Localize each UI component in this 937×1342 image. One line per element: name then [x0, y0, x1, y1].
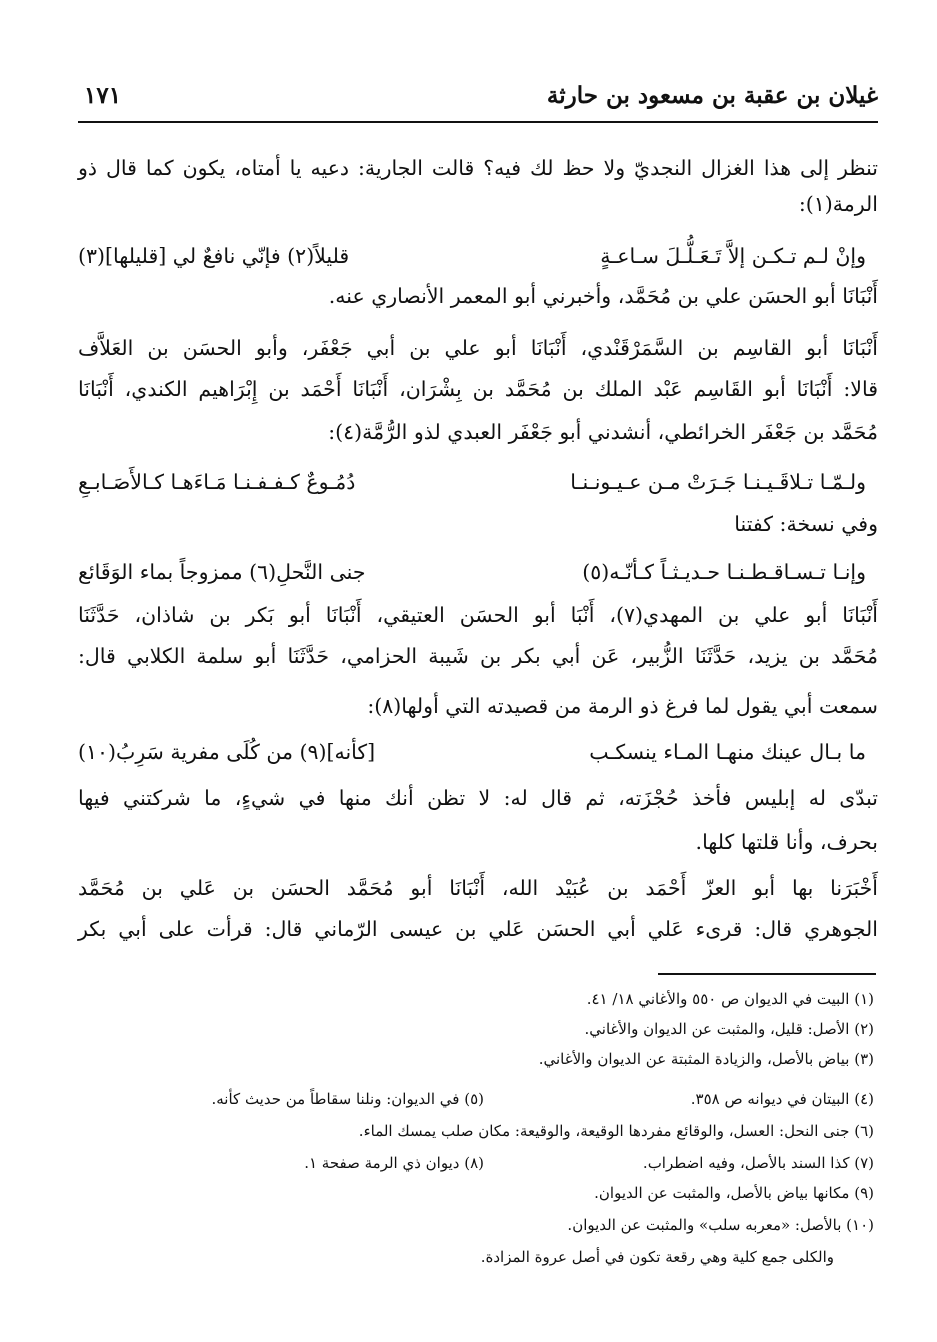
- text-line: أَنْبَانَا أبو علي بن المهدي(٧)، أَنْبَا أبو الحسَن العتيقي، أَنْبَانَا أبو بَكر بن شاذان، حَدَّثَنَا: [78, 603, 878, 627]
- text-line: أَنْبَانَا أبو الحسَن علي بن مُحَمَّد، وأخبرني أبو المعمر الأنصاري عنه.: [328, 284, 878, 308]
- footnote-rule: [658, 973, 876, 975]
- verse-second-hemistich: قليلاً(٢) فإنّي نافعٌ لي [قليلها](٣): [78, 244, 350, 268]
- text-line: سمعت أبي يقول لما فرغ ذو الرمة من قصيدته التي أولها(٨):: [367, 694, 878, 718]
- verse-first-hemistich: وإنْ لـم تـكـن إلاَّ تَـعَـلُّـلَ سـاعـةٍ: [600, 244, 866, 268]
- text-line: الجوهري قال: قرىء عَلي أبي الحسَن عَلي بن عيسى الرّماني قال: قرأت على أبي بكر: [78, 917, 878, 941]
- page-number: ١٧١: [84, 82, 122, 109]
- verse-second-hemistich: دُمُـوعٌ كـفـفـنـا مَـاءَهـا كـالأَصَـابـعِ: [78, 470, 356, 494]
- footnote-3: (٣) بياض بالأصل، والزيادة المثبتة عن الديوان والأغاني.: [538, 1050, 874, 1068]
- text-line: تبدّى له إبليس فأخذ حُجْزَته، ثم قال له: لا تظن أنك منها في شيءٍ، ما شركتني فيها: [78, 786, 878, 810]
- verse-second-hemistich: [كأنه](٩) من كُلَى مفرية سَرِبُ(١٠): [78, 740, 376, 764]
- header-title: غيلان بن عقبة بن مسعود بن حارثة: [546, 82, 878, 109]
- text-line: قالا: أَنْبَانَا أبو القَاسِم عَبْد الملك بن مُحَمَّد بن بِشْرَان، أَنْبَانَا أَحْمَد بن إِبْرَاهيم الكندي، أَنْبَانَا: [78, 377, 878, 401]
- running-header: [78, 74, 878, 114]
- footnote-10: (١٠) بالأصل: «معربه سلب» والمثبت عن الديوان.: [567, 1216, 874, 1234]
- footnote-6: (٦) جنى النحل: العسل، والوقائع مفردها الوقيعة، والوقيعة: مكان صلب يمسك الماء.: [358, 1122, 874, 1140]
- variant-note: وفي نسخة: كفتنا: [734, 512, 878, 536]
- verse-second-hemistich: جنى النَّحلِ(٦) ممزوجاً بماء الوَقَائع: [78, 560, 366, 584]
- footnote-7: (٧) كذا السند بالأصل، وفيه اضطراب.: [642, 1154, 874, 1172]
- footnote-9: (٩) مكانها بياض بالأصل، والمثبت عن الديوان.: [594, 1184, 874, 1202]
- text-line: أَخْبَرَنا بها أبو العزّ أَحْمَد بن عُبَيْد الله، أَنْبَانَا أبو مُحَمَّد الحسَن بن عَلي بن مُحَمَّد: [78, 876, 878, 900]
- text-line: أَنْبَانَا أبو القاسِم بن السَّمَرْقَنْدي، أَنْبَانَا أبو علي بن أبي جَعْفَر، وأبو الحسَن بن العَلاَّف: [78, 336, 878, 360]
- text-line: مُحَمَّد بن جَعْفَر الخرائطي، أنشدني أبو جَعْفَر العبدي لذو الرُّمَّة(٤):: [328, 420, 878, 444]
- footnote-2: (٢) الأصل: قليل، والمثبت عن الديوان والأغاني.: [584, 1020, 874, 1038]
- text-line: بحرف، وأنا قلتها كلها.: [695, 830, 878, 854]
- footnote-4: (٤) البيتان في ديوانه ص ٣٥٨.: [690, 1090, 874, 1108]
- footnote-1: (١) البيت في الديوان ص ٥٥٠ والأغاني ١٨/ ٤١.: [586, 990, 874, 1008]
- text-line: تنظر إلى هذا الغزال النجديّ ولا حظ لك فيه؟ قالت الجارية: دعيه يا أمتاه، يكون كما قال ذو: [78, 156, 878, 180]
- verse-first-hemistich: ما بـال عينك منهـا المـاء ينسكـب: [589, 740, 866, 764]
- verse-first-hemistich: وإنـا تـسـاقـطـنـا حـديـثـاً كـأنّـه(٥): [582, 560, 866, 584]
- verse-first-hemistich: ولـمّـا تـلاقَـيـنـا جَـرَتْ مـن عـيـونـنـا: [570, 470, 866, 494]
- header-rule: [78, 121, 878, 123]
- footnote-10-continuation: والكلى جمع كلية وهي رقعة تكون في أصل عروة المزادة.: [480, 1248, 834, 1266]
- footnote-8: (٨) ديوان ذي الرمة صفحة ١.: [304, 1154, 484, 1172]
- footnote-5: (٥) في الديوان: ونلنا سقاطاً من حديث كأنه.: [211, 1090, 484, 1108]
- text-line: الرمة(١):: [798, 192, 878, 216]
- text-line: مُحَمَّد بن يزيد، حَدَّثَنَا الزُّبير، عَن أبي بكر بن شَيبة الحزامي، حَدَّثَنَا أبو سلمة الكلابي قال:: [78, 644, 878, 668]
